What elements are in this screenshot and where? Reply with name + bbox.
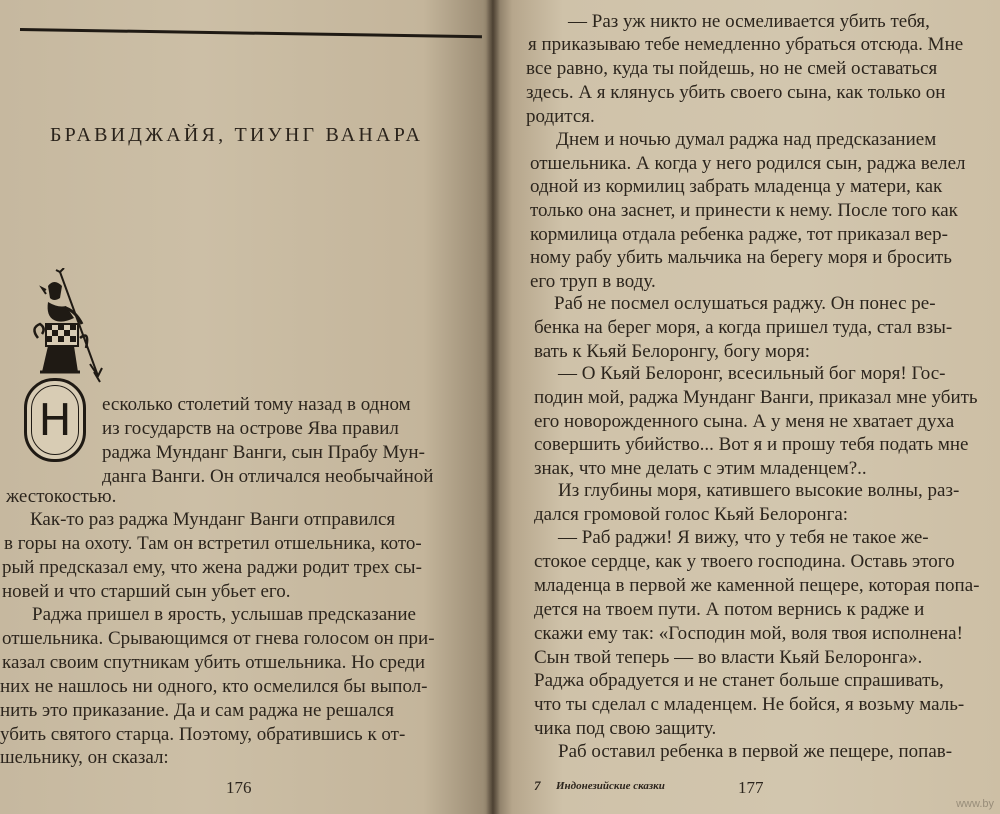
signature-text: Индонезийские сказки bbox=[556, 780, 665, 792]
text-line: Из глубины моря, катившего высокие волны, раз- bbox=[558, 480, 960, 501]
text-line: Как-то раз раджа Мунданг Ванги отправился bbox=[30, 509, 396, 530]
text-line: Раджа обрадуется и не станет больше спрашивать, bbox=[534, 670, 944, 691]
text-line: вать к Кьяй Белоронгу, богу моря: bbox=[534, 341, 810, 362]
text-line: кормилица отдала ребенка радже, тот приказал вер- bbox=[530, 224, 948, 245]
text-line: знак, что мне делать с этим младенцем?.. bbox=[534, 458, 867, 479]
text-line: Днем и ночью думал раджа над предсказанием bbox=[556, 129, 937, 150]
text-line: Раб оставил ребенка в первой же пещере, попав- bbox=[558, 741, 953, 762]
text-line: жестокостью. bbox=[6, 486, 117, 507]
text-line: его новорожденного сына. А у меня не хватает духа bbox=[534, 411, 955, 432]
signature-mark: 7 bbox=[534, 778, 541, 793]
text-line: здесь. А я клянусь убить своего сына, как только он bbox=[526, 82, 946, 103]
text-line: Раджа пришел в ярость, услышав предсказание bbox=[32, 604, 416, 625]
text-line: них не нашлось ни одного, кто осмелился бы выпол- bbox=[0, 676, 428, 697]
text-line: скажи ему так: «Господин мой, воля твоя исполнена! bbox=[534, 623, 963, 644]
book-gutter bbox=[486, 0, 500, 814]
text-line: отшельника. Срывающимся от гнева голосом он при- bbox=[2, 628, 435, 649]
text-line: в горы на охоту. Там он встретил отшельника, кото- bbox=[4, 533, 422, 554]
text-line: все равно, куда ты пойдешь, но не смей оставаться bbox=[526, 58, 938, 79]
text-line: новей и что старший сын убьет его. bbox=[2, 581, 291, 602]
text-line: есколько столетий тому назад в одном bbox=[102, 394, 411, 415]
chapter-top-rule bbox=[20, 28, 482, 38]
text-line: дался громовой голос Кьяй Белоронга: bbox=[534, 504, 849, 525]
page-number-left: 176 bbox=[226, 778, 252, 797]
text-line: казал своим спутникам убить отшельника. Но среди bbox=[2, 652, 426, 673]
text-line: рый предсказал ему, что жена раджи родит трех сы- bbox=[2, 557, 422, 578]
text-line: данга Ванги. Он отличался необычайной bbox=[102, 466, 434, 487]
text-line: что ты сделал с младенцем. Не бойся, я возьму маль- bbox=[534, 694, 965, 715]
drop-cap-frame bbox=[24, 378, 86, 462]
left-page bbox=[0, 0, 498, 814]
page-number-right: 177 bbox=[738, 778, 764, 797]
text-line: его труп в воду. bbox=[530, 271, 656, 292]
text-line: — О Кьяй Белоронг, всесильный бог моря! Гос- bbox=[558, 363, 946, 384]
text-line: совершить убийство... Вот я и прошу тебя подать мне bbox=[534, 434, 969, 455]
text-line: только она заснет, и принести к нему. После того как bbox=[530, 200, 958, 221]
text-line: дется на твоем пути. А потом вернись к радже и bbox=[534, 599, 925, 620]
text-line: убить святого старца. Поэтому, обратившись к от- bbox=[0, 724, 406, 745]
drop-cap-letter: Н bbox=[38, 394, 72, 446]
text-line: одной из кормилиц забрать младенца у матери, как bbox=[530, 176, 943, 197]
watermark: www.by bbox=[956, 798, 994, 810]
text-line: из государств на острове Ява правил bbox=[102, 418, 399, 439]
text-line: стокое сердце, как у твоего господина. Оставь этого bbox=[534, 551, 955, 572]
drop-cap-ornament bbox=[18, 268, 108, 478]
text-line: ному рабу убить мальчика на берегу моря и бросить bbox=[530, 247, 952, 268]
text-line: младенца в первой же каменной пещере, которая попа- bbox=[534, 575, 980, 596]
text-line: родится. bbox=[526, 106, 595, 127]
text-line: шельнику, он сказал: bbox=[0, 747, 169, 768]
right-page bbox=[492, 0, 1000, 814]
text-line: нить это приказание. Да и сам раджа не решался bbox=[0, 700, 394, 721]
text-line: подин мой, раджа Мунданг Ванги, приказал мне убить bbox=[534, 387, 978, 408]
text-line: отшельника. А когда у него родился сын, раджа велел bbox=[530, 153, 966, 174]
text-line: Сын твой теперь — во власти Кьяй Белоронга». bbox=[534, 647, 923, 668]
text-line: — Раб раджи! Я вижу, что у тебя не такое же- bbox=[558, 527, 929, 548]
text-line: я приказываю тебе немедленно убраться отсюда. Мне bbox=[528, 34, 964, 55]
text-line: Раб не посмел ослушаться раджу. Он понес ре- bbox=[554, 293, 936, 314]
text-line: раджа Мунданг Ванги, сын Прабу Мун- bbox=[102, 442, 425, 463]
chapter-title: БРАВИДЖАЙЯ, ТИУНГ ВАНАРА bbox=[50, 124, 424, 146]
text-line: — Раз уж никто не осмеливается убить тебя, bbox=[568, 11, 930, 32]
wayang-figure-icon bbox=[18, 268, 108, 388]
text-line: бенка на берег моря, а когда пришел туда, стал взы- bbox=[534, 317, 953, 338]
text-line: чика под свою защиту. bbox=[534, 718, 717, 739]
